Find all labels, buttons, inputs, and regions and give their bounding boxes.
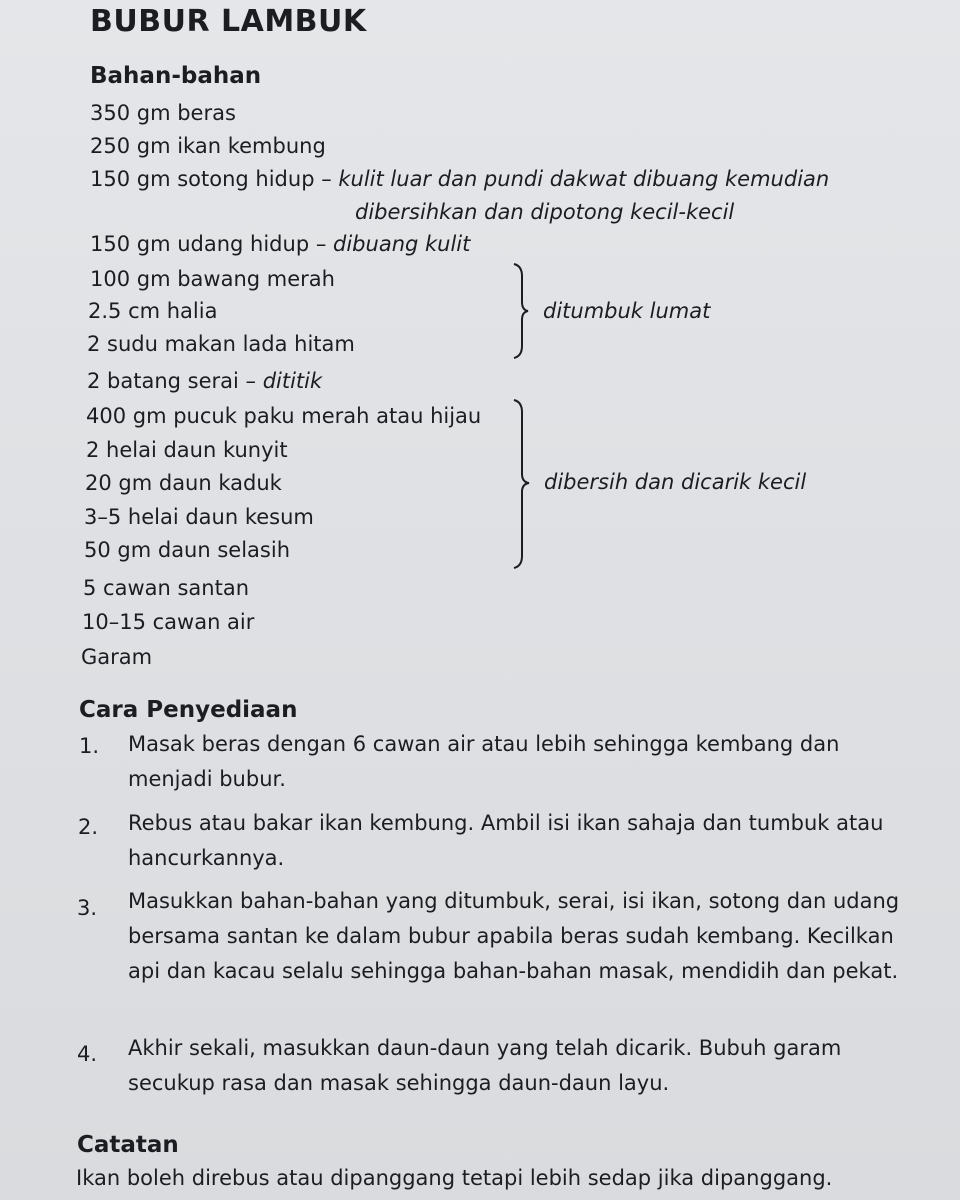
ingredient-item: 5 cawan santan — [83, 576, 250, 600]
ingredient-note-continued: dibersihkan dan dipotong kecil-kecil — [355, 200, 735, 224]
brace-group-1 — [508, 262, 534, 360]
step-number: 3. — [77, 896, 98, 920]
group-note-dibersih: dibersih dan dicarik kecil — [544, 470, 807, 494]
ingredient-note: kulit luar dan pundi dakwat dibuang kemudian — [338, 167, 830, 191]
step-text: Masak beras dengan 6 cawan air atau lebih sehingga kembang dan menjadi bubur. — [128, 732, 840, 791]
brace-group-2 — [508, 398, 538, 570]
ingredient-note: dibuang kulit — [333, 232, 471, 256]
ingredient-item: 50 gm daun selasih — [84, 538, 291, 562]
method-heading: Cara Penyediaan — [79, 697, 298, 723]
step-text: Masukkan bahan-bahan yang ditumbuk, serai, isi ikan, sotong dan udang bersama santan ke dalam bubur apabila beras sudah kembang. Kecilkan api dan kacau selalu sehingga bahan-bahan masak, mendidih dan pekat. — [128, 889, 900, 983]
ingredient-item: 400 gm pucuk paku merah atau hijau — [86, 404, 482, 428]
ingredient-item — [87, 368, 322, 394]
step-text: Rebus atau bakar ikan kembung. Ambil isi ikan sahaja dan tumbuk atau hancurkannya. — [128, 811, 884, 870]
ingredient-main: 150 gm sotong hidup – — [90, 167, 339, 191]
ingredient-item: Garam — [81, 645, 153, 669]
ingredient-item — [90, 166, 829, 192]
step-number: 2. — [78, 815, 99, 839]
step-number: 4. — [77, 1042, 98, 1066]
ingredient-item: 250 gm ikan kembung — [90, 134, 326, 158]
ingredient-note: dititik — [262, 369, 323, 393]
step-number: 1. — [79, 734, 100, 758]
ingredient-item: 10–15 cawan air — [82, 610, 255, 634]
ingredients-heading: Bahan-bahan — [90, 63, 262, 89]
ingredient-item: 2 sudu makan lada hitam — [87, 332, 355, 356]
ingredient-item: 350 gm beras — [90, 101, 236, 125]
ingredient-item: 2 helai daun kunyit — [86, 438, 288, 462]
ingredient-main: 150 gm udang hidup – — [90, 232, 334, 256]
notes-text: Ikan boleh direbus atau dipanggang tetapi lebih sedap jika dipanggang. — [76, 1166, 833, 1190]
ingredient-item: 2.5 cm halia — [88, 299, 218, 323]
ingredient-item: 20 gm daun kaduk — [85, 471, 282, 495]
ingredient-main: 2 batang serai – — [87, 369, 263, 393]
group-note-ditumbuk: ditumbuk lumat — [543, 299, 711, 323]
step-text: Akhir sekali, masukkan daun-daun yang telah dicarik. Bubuh garam secukup rasa dan masak sehingga daun-daun layu. — [128, 1036, 842, 1095]
recipe-title: BUBUR LAMBUK — [90, 4, 367, 39]
ingredient-item — [90, 231, 470, 257]
ingredient-item: 3–5 helai daun kesum — [84, 505, 314, 529]
notes-heading: Catatan — [77, 1132, 179, 1158]
ingredient-item: 100 gm bawang merah — [90, 267, 335, 291]
